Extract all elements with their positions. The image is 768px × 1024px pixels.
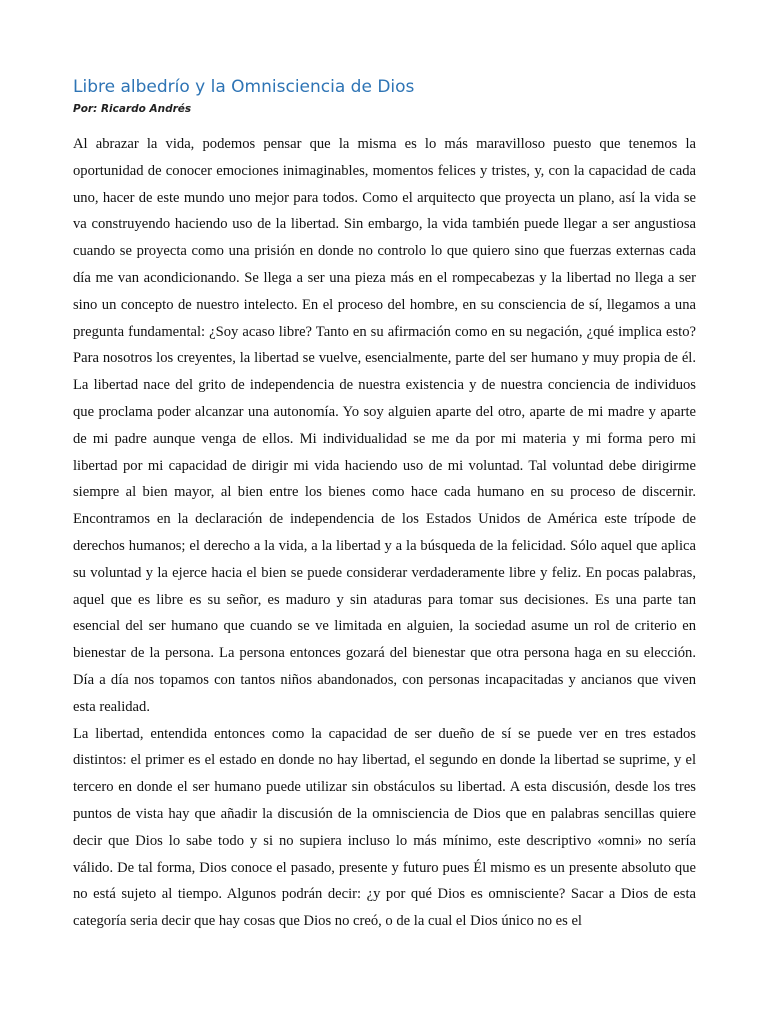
document-body [73, 131, 696, 935]
author-byline: Por: Ricardo Andrés [73, 103, 192, 115]
body-paragraph: Al abrazar la vida, podemos pensar que la misma es lo más maravilloso puesto que tenemos la oportunidad de conocer emociones inimaginables, momentos felices y tristes, y, con la capacidad de cada uno, hacer de este mundo uno mejor para todos. Como el arquitecto que proyecta un plano, así la vida se va construyendo haciendo uso de la libertad. Sin embargo, la vida también puede llegar a ser angustiosa cuando se proyecta como una prisión en donde no controlo lo que quiero sino que fuerzas externas cada día me van acondicionando. Se llega a ser una pieza más en el rompecabezas y la libertad no llega a ser sino un concepto de nuestro intelecto. En el proceso del hombre, en su consciencia de sí, llegamos a una pregunta fundamental: ¿Soy acaso libre? Tanto en su afirmación como en su negación, ¿qué implica esto? Para nosotros los creyentes, la libertad se vuelve, esencialmente, parte del ser humano y muy propia de él. La libertad nace del grito de independencia de nuestra existencia y de nuestra conciencia de individuos que proclama poder alcanzar una autonomía. Yo soy alguien aparte del otro, aparte de mi madre y aparte de mi padre aunque venga de ellos. Mi individualidad se me da por mi materia y mi forma pero mi libertad por mi capacidad de dirigir mi vida haciendo uso de mi voluntad. Tal voluntad debe dirigirme siempre al bien mayor, al bien entre los bienes como hace cada humano en su proceso de discernir. Encontramos en la declaración de independencia de los Estados Unidos de América este trípode de derechos humanos; el derecho a la vida, a la libertad y a la búsqueda de la felicidad. Sólo aquel que aplica su voluntad y la ejerce hacia el bien se puede considerar verdaderamente libre y feliz. En pocas palabras, aquel que es libre es su señor, es maduro y sin ataduras para tomar sus decisiones. Es una parte tan esencial del ser humano que cuando se ve limitada en alguien, la sociedad asume un rol de criterio en bienestar de la persona. La persona entonces gozará del bienestar que otra persona haga en su elección. Día a día nos topamos con tantos niños abandonados, con personas incapacitadas y ancianos que viven esta realidad. [73, 136, 696, 715]
body-paragraph: La libertad, entendida entonces como la capacidad de ser dueño de sí se puede ver en tres estados distintos: el primer es el estado en donde no hay libertad, el segundo en donde la libertad se suprime, y el tercero en donde el ser humano puede utilizar sin obstáculos su libertad. A esta discusión, desde los tres puntos de vista hay que añadir la discusión de la omnisciencia de Dios que en palabras sencillas quiere decir que Dios lo sabe todo y si no supiera incluso lo más mínimo, este descriptivo «omni» no sería válido. De tal forma, Dios conoce el pasado, presente y futuro pues Él mismo es un presente absoluto que no está sujeto al tiempo. Algunos podrán decir: ¿y por qué Dios es omnisciente? Sacar a Dios de esta categoría seria decir que hay cosas que Dios no creó, o de la cual el Dios único no es el [73, 725, 696, 930]
document-title: Libre albedrío y la Omnisciencia de Dios [73, 77, 415, 97]
